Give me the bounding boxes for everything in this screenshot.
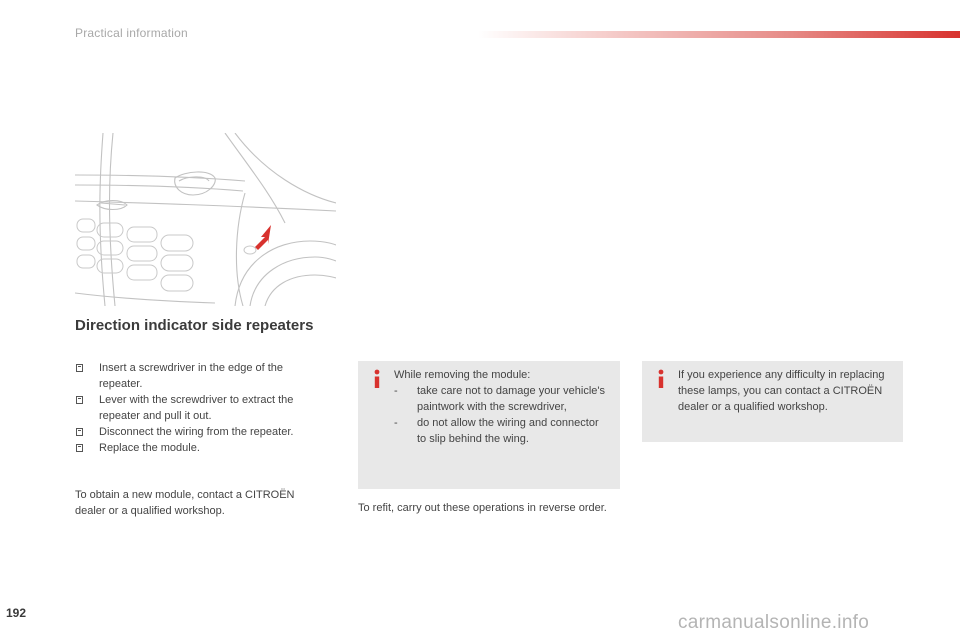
step-text: Insert a screwdriver in the edge of the repeater.: [99, 362, 284, 390]
step-text: Disconnect the wiring from the repeater.: [99, 426, 294, 438]
watermark: carmanualsonline.info: [678, 612, 870, 633]
checkbox-icon: [76, 396, 83, 404]
checkbox-icon: [76, 444, 83, 452]
info-icon: [654, 369, 668, 389]
removal-note-box: [358, 361, 620, 489]
section-heading: Direction indicator side repeaters: [75, 317, 314, 334]
obtain-module-text: To obtain a new module, contact a CITROËN dealer or a qualified workshop.: [75, 489, 295, 517]
difficulty-note-text: If you experience any difficulty in replacing these lamps, you can contact a CITROËN dealer or a qualified workshop.: [678, 369, 885, 413]
removal-note-item: [394, 415, 610, 447]
refit-text: To refit, carry out these operations in reverse order.: [358, 502, 607, 514]
removal-note-intro: While removing the module:: [394, 369, 531, 381]
info-icon: [370, 369, 384, 389]
dash-marker: -: [394, 385, 398, 397]
page-number: 192: [6, 606, 27, 620]
checkbox-icon: [76, 428, 83, 436]
step-item: [75, 424, 325, 440]
step-item: [75, 360, 325, 392]
removal-note-item-text: do not allow the wiring and connector to slip behind the wing.: [417, 417, 599, 445]
section-title: Practical information: [75, 26, 188, 40]
difficulty-note-box: [642, 361, 903, 442]
car-side-illustration: [75, 133, 336, 306]
removal-note-item-text: take care not to damage your vehicle's paintwork with the screwdriver,: [417, 385, 605, 413]
step-item: [75, 392, 325, 424]
header-accent-bar: [478, 31, 960, 38]
step-text: Lever with the screwdriver to extract the repeater and pull it out.: [99, 394, 294, 422]
instruction-steps: [75, 360, 325, 456]
step-item: [75, 440, 325, 456]
dash-marker: -: [394, 417, 398, 429]
checkbox-icon: [76, 364, 83, 372]
removal-note-item: [394, 383, 610, 415]
step-text: Replace the module.: [99, 442, 200, 454]
